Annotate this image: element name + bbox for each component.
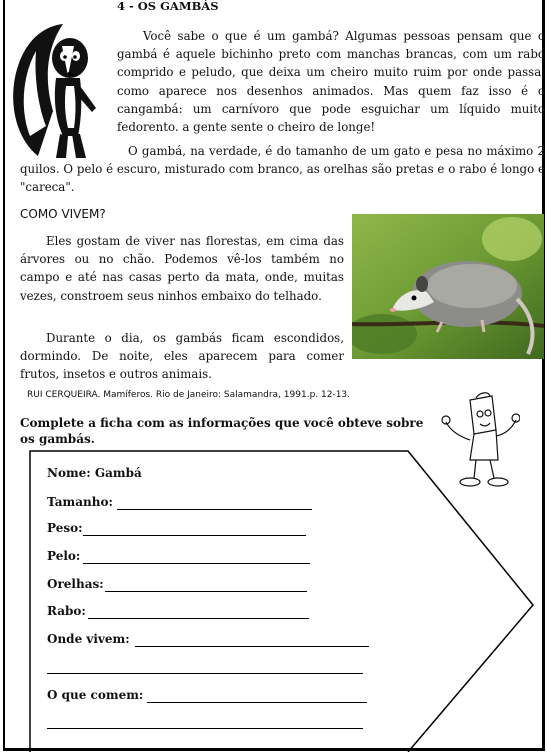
field-pelo-blank[interactable] bbox=[83, 563, 310, 564]
field-rabo-blank[interactable] bbox=[88, 618, 309, 619]
paragraph-intro: Você sabe o que é um gambá? Algumas pessoas pensam que o gambá é aquele bichinho preto com manchas brancas, com um rabo comprido e peludo, que deixa um cheiro muito ruim por onde passa, como aparece nos desenhos animados. Mas quem faz isso é o cangambá: um carnívoro que pode esguichar um líquido muito fedorento. a gente sente o cheiro de longe! bbox=[117, 29, 545, 135]
field-nome: Nome: Gambá bbox=[47, 466, 142, 480]
field-onde-vivem-blank[interactable] bbox=[135, 646, 369, 647]
field-rabo-label: Rabo: bbox=[47, 604, 86, 618]
field-orelhas-blank[interactable] bbox=[105, 591, 307, 592]
field-orelhas-label: Orelhas: bbox=[47, 577, 104, 591]
opossum-photo bbox=[352, 214, 544, 359]
page-title: 4 - OS GAMBÁS bbox=[117, 0, 219, 13]
source-credit: RUI CERQUEIRA. Mamíferos. Rio de Janeiro: Salamandra, 1991.p. 12-13. bbox=[27, 390, 351, 400]
field-onde-vivem-label: Onde vivem: bbox=[47, 632, 130, 646]
paragraph-size: O gambá, na verdade, é do tamanho de um gato e pesa no máximo 2 quilos. O pelo é escuro, misturado com branco, as orelhas são pretas e o rabo é longo e "careca". bbox=[20, 144, 545, 195]
field-o-que-comem-blank[interactable] bbox=[147, 702, 367, 703]
field-tamanho-label: Tamanho: bbox=[47, 495, 113, 509]
paragraph-habitat: Eles gostam de viver nas florestas, em cima das árvores ou no chão. Podemos vê-los também no campo e até nas casas perto da mata, onde, muitas vezes, constroem seus ninhos embaixo do telhado. bbox=[20, 234, 344, 303]
field-o-que-comem-blank-2[interactable] bbox=[47, 728, 363, 729]
paragraph-habits: Durante o dia, os gambás ficam escondidos, dormindo. De noite, eles aparecem para comer frutos, insetos e outros animais. bbox=[20, 331, 344, 382]
field-peso-blank[interactable] bbox=[83, 535, 306, 536]
instruction-text: Complete a ficha com as informações que você obteve sobre os gambás. bbox=[20, 416, 424, 446]
field-peso-label: Peso: bbox=[47, 521, 83, 535]
field-o-que-comem-label: O que comem: bbox=[47, 688, 144, 702]
section-heading: COMO VIVEM? bbox=[20, 207, 106, 221]
field-tamanho-blank[interactable] bbox=[117, 509, 312, 510]
field-onde-vivem-blank-2[interactable] bbox=[47, 673, 363, 674]
field-pelo-label: Pelo: bbox=[47, 549, 81, 563]
